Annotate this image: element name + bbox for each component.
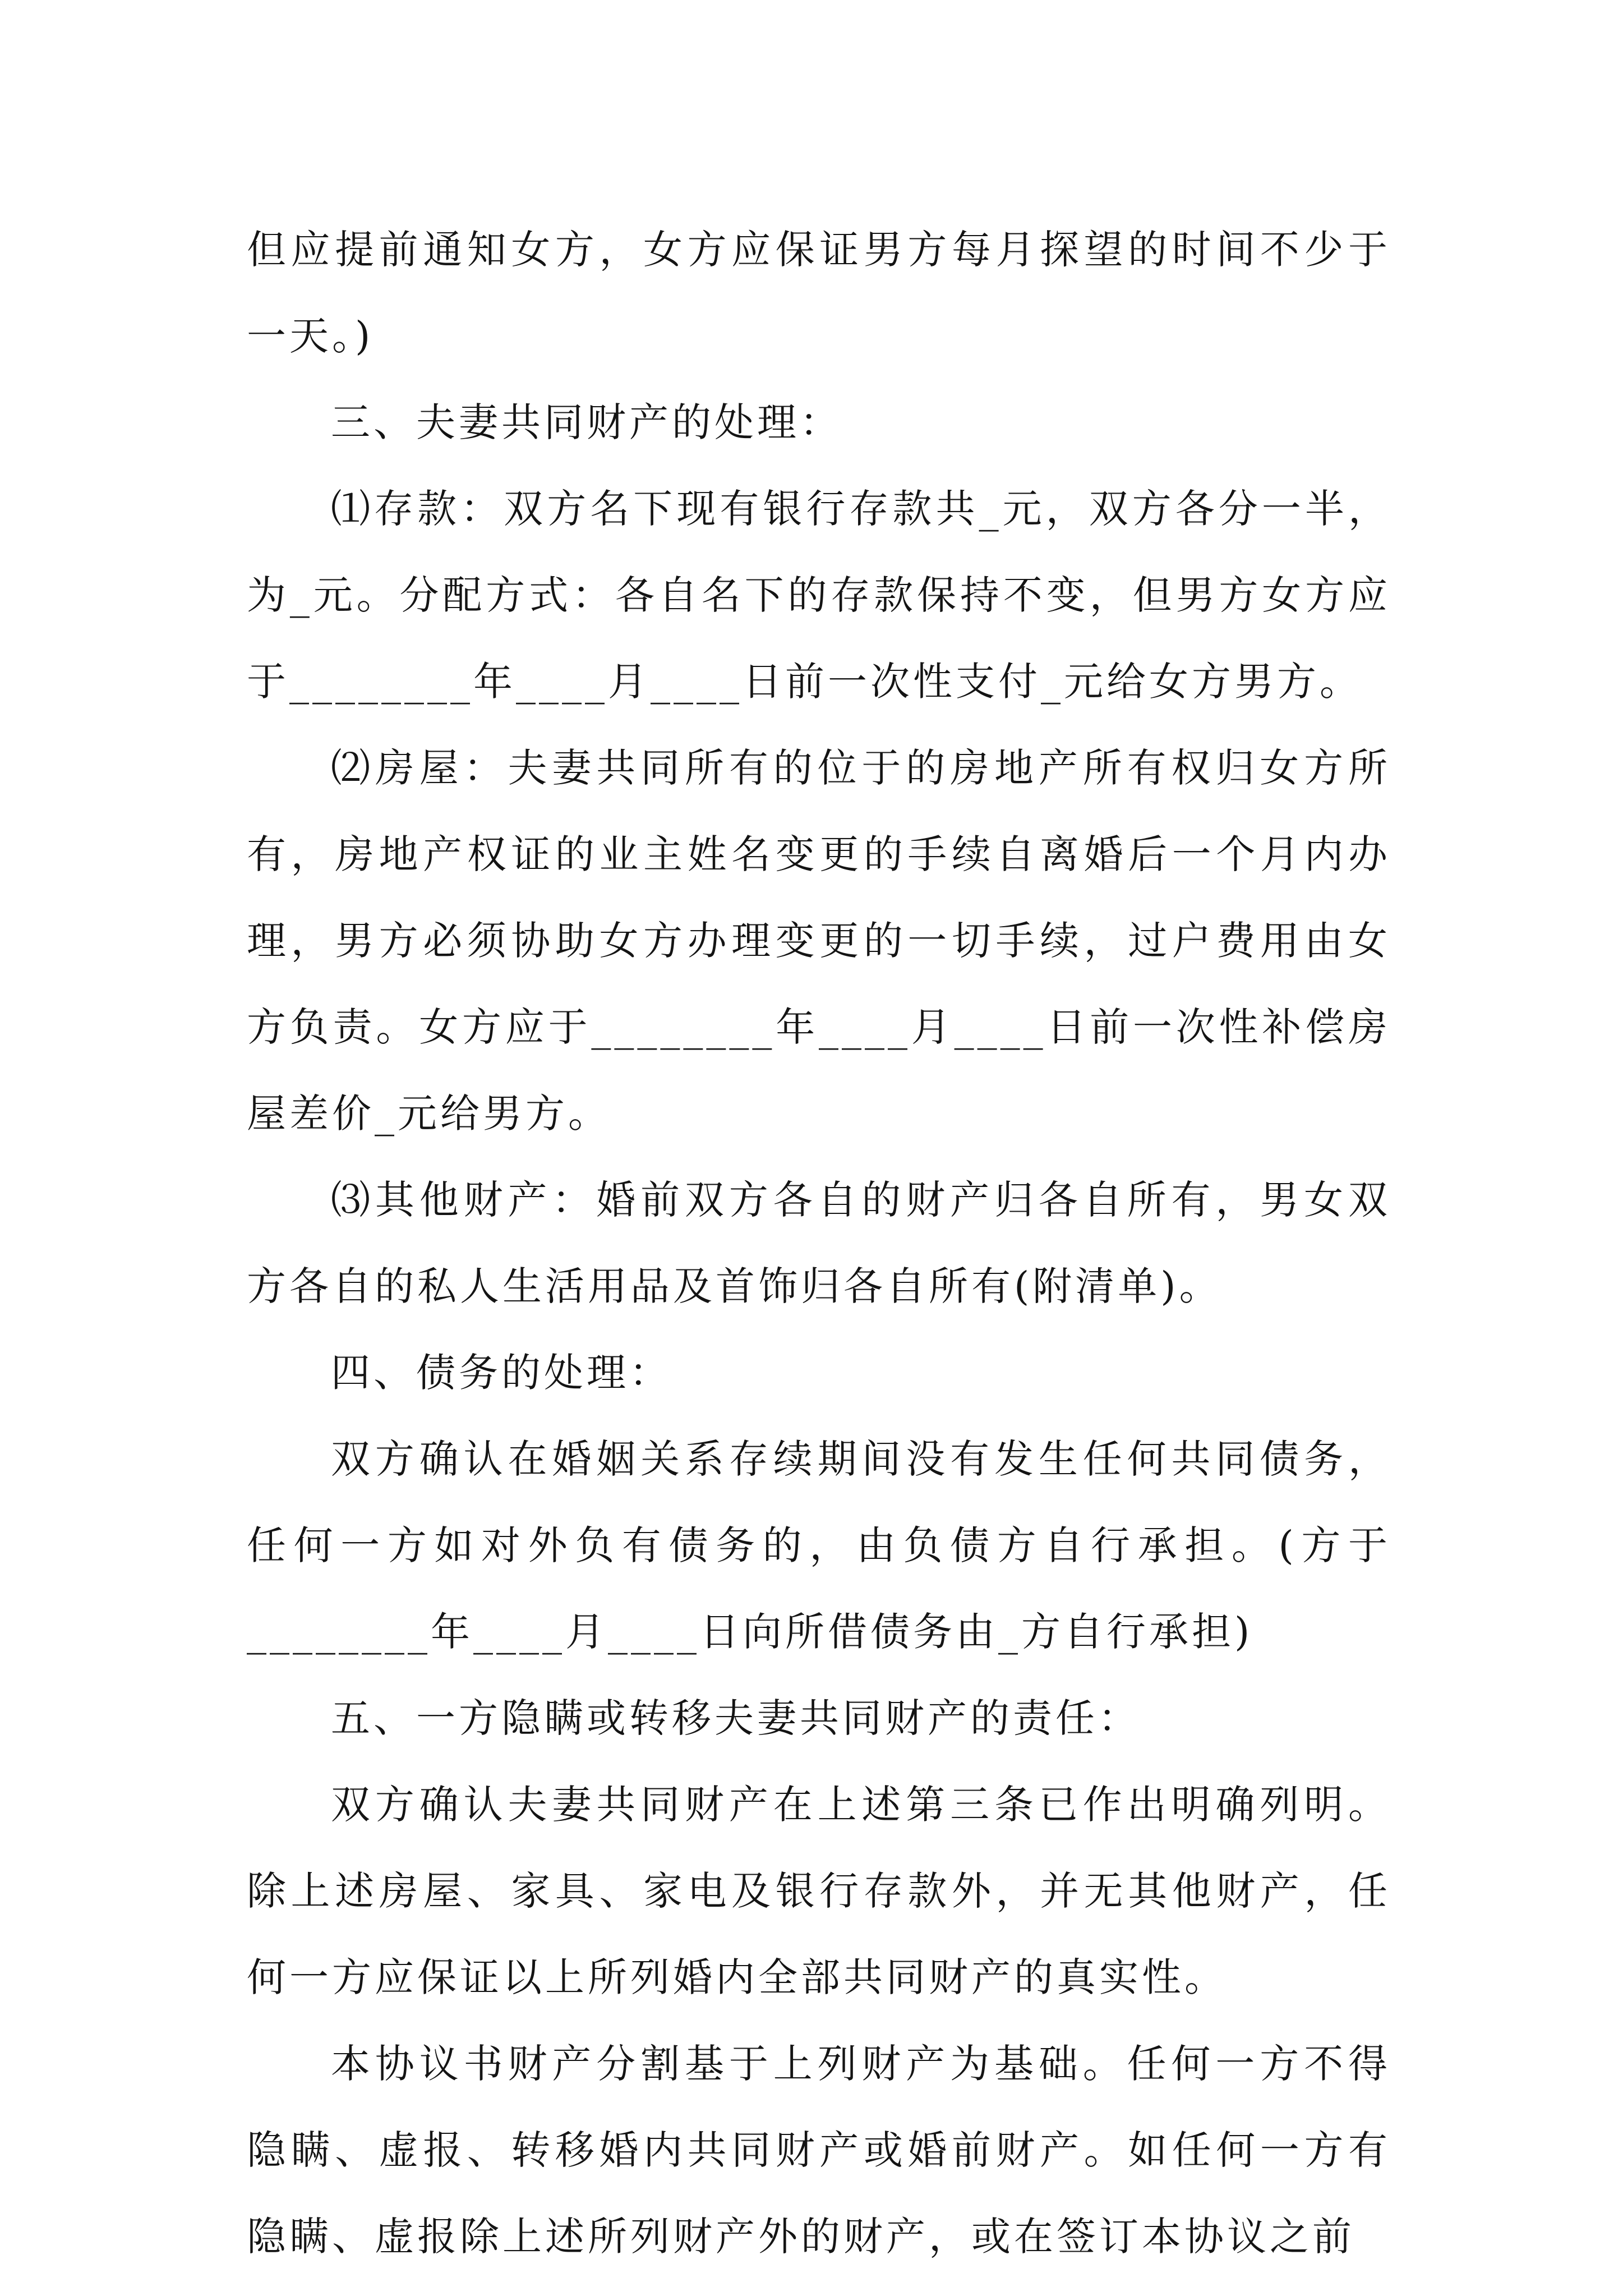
- section-heading-4: 四、债务的处理：: [331, 1350, 672, 1396]
- document-body: [247, 206, 1391, 2280]
- section-heading-5: 五、一方隐瞒或转移夫妻共同财产的责任：: [331, 1695, 1141, 1741]
- paragraph-debts: 双方确认在婚姻关系存续期间没有发生任何共同债务，任何一方如对外负有债务的，由负债方自行承担。(方于________年____月____日向所借债务由_方自行承担): [247, 1436, 1391, 1655]
- section-heading-3: 三、夫妻共同财产的处理：: [331, 399, 842, 445]
- paragraph-continuation: 但应提前通知女方，女方应保证男方每月探望的时间不少于一天。): [247, 227, 1391, 359]
- paragraph-house: ⑵房屋：夫妻共同所有的位于的房地产所有权归女方所有，房地产权证的业主姓名变更的手续自离婚后一个月内办理，男方必须协助女方办理变更的一切手续，过户费用由女方负责。女方应于________年____月____日前一次性补偿房屋差价_元给男方。: [247, 745, 1391, 1137]
- paragraph-confirmation: 双方确认夫妻共同财产在上述第三条已作出明确列明。除上述房屋、家具、家电及银行存款外，并无其他财产，任何一方应保证以上所列婚内全部共同财产的真实性。: [247, 1782, 1391, 2000]
- paragraph-other-property: ⑶其他财产：婚前双方各自的财产归各自所有，男女双方各自的私人生活用品及首饰归各自所有(附清单)。: [247, 1177, 1391, 1309]
- paragraph-savings: ⑴存款：双方名下现有银行存款共_元，双方各分一半，为_元。分配方式：各自名下的存款保持不变，但男方女方应于________年____月____日前一次性支付_元给女方男方。: [247, 486, 1391, 705]
- paragraph-division-basis: 本协议书财产分割基于上列财产为基础。任何一方不得隐瞒、虚报、转移婚内共同财产或婚前财产。如任何一方有隐瞒、虚报除上述所列财产外的财产，或在签订本协议之前: [247, 2041, 1391, 2260]
